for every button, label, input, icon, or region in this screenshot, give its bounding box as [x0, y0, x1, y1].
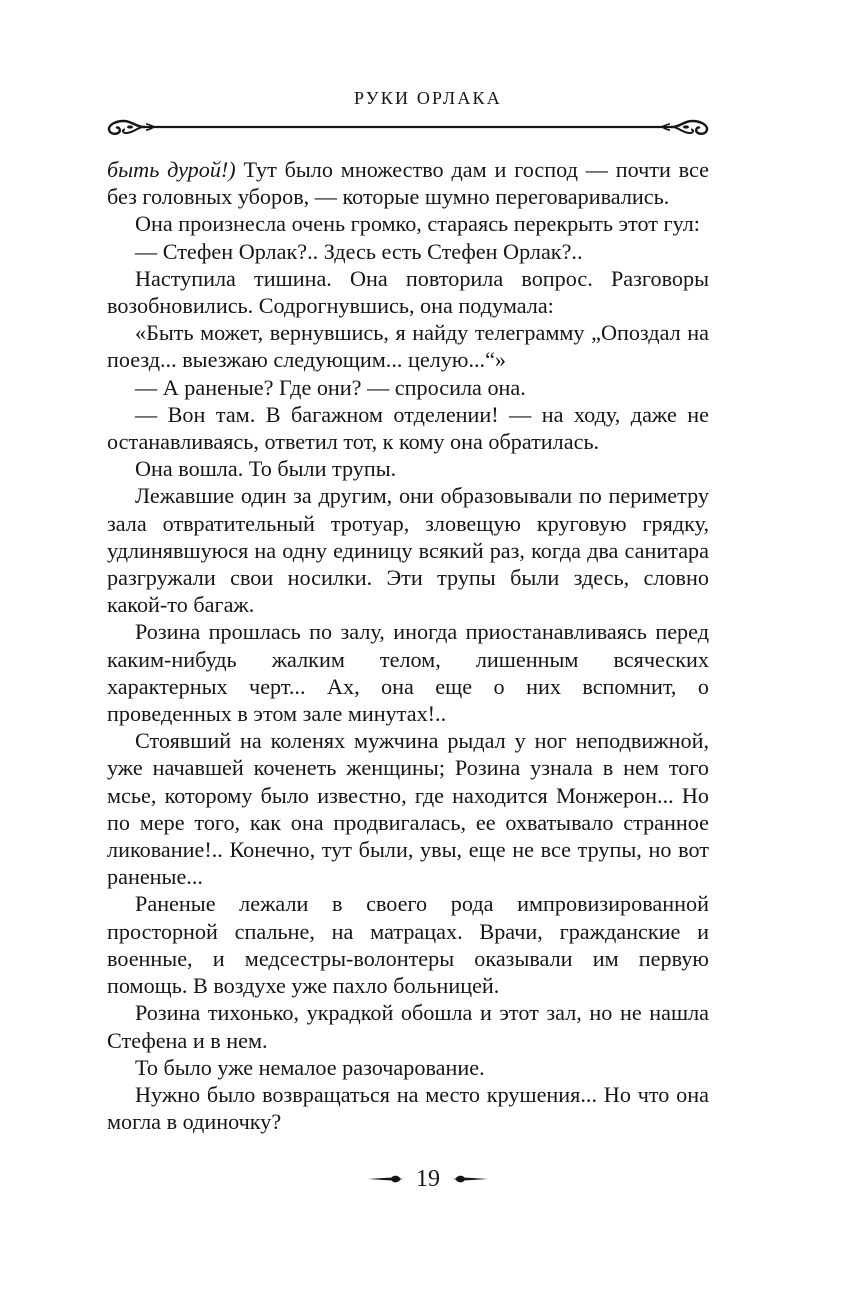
paragraph: «Быть может, вернувшись, я найду телеграмму „Опоздал на поезд... выезжаю следующим... целую...“»	[107, 320, 709, 373]
paragraph: Она произнесла очень громко, стараясь перекрыть этот гул:	[135, 211, 700, 237]
paragraph: То было уже немалое разочарование.	[135, 1054, 485, 1080]
paragraph: Раненые лежали в своего рода импровизированной просторной спальне, на матрацах. Врачи, гражданские и военные, и медсестры-волонтеры оказывали им первую помощь. В воздухе уже пахло больницей.	[107, 891, 709, 999]
paragraph: Наступила тишина. Она повторила вопрос. Разговоры возобновились. Содрогнувшись, она подумала:	[107, 265, 709, 319]
paragraph: Нужно было возвращаться на место крушения... Но что она могла в одиночку?	[107, 1081, 709, 1135]
right-spear-ornament-icon	[452, 1172, 488, 1186]
page-footer	[0, 1164, 856, 1194]
paragraph: — Стефен Орлак?.. Здесь есть Стефен Орлак?..	[135, 238, 583, 264]
running-title: РУКИ ОРЛАКА	[354, 88, 502, 108]
paragraph: Розина тихонько, украдкой обошла и этот зал, но не нашла Стефена и в нем.	[107, 1000, 709, 1053]
paragraph: Лежавшие один за другим, они образовывали по периметру зала отвратительный тротуар, зловещую круговую грядку, удлинявшуюся на одну единицу всякий раз, когда два санитара разгружали свои носилки. Эти трупы были здесь, словно какой-то багаж.	[107, 483, 709, 618]
italic-run: быть дурой!)	[107, 157, 236, 182]
scroll-rule-ornament-icon	[104, 114, 712, 140]
paragraph: Стоявший на коленях мужчина рыдал у ног неподвижной, уже начавшей коченеть женщины; Розина узнала в нем того мсье, которому было известно, где находится Монжерон... Но по мере того, как она продвигалась, ее охватывало странное ликование!.. Конечно, тут были, увы, еще не все трупы, но вот раненые...	[107, 728, 709, 890]
paragraph: — А раненые? Где они? — спросила она.	[135, 374, 526, 400]
paragraph: Розина прошлась по залу, иногда приостанавливаясь перед каким-нибудь жалким телом, лишенным всяческих характерных черт... Ах, она еще о них вспомнит, о проведенных в этом зале минутах!..	[107, 619, 709, 727]
body-text	[107, 156, 709, 1135]
paragraph: — Вон там. В багажном отделении! — на ходу, даже не останавливаясь, ответил тот, к кому она обратилась.	[107, 401, 709, 455]
page-number: 19	[416, 1166, 440, 1192]
left-spear-ornament-icon	[368, 1172, 404, 1186]
paragraph: Она вошла. То были трупы.	[135, 456, 397, 482]
paragraph-continued	[107, 156, 709, 210]
paragraph-text: Тут было множество дам и господ — почти все без головных уборов, — которые шумно переговаривались.	[107, 157, 709, 210]
